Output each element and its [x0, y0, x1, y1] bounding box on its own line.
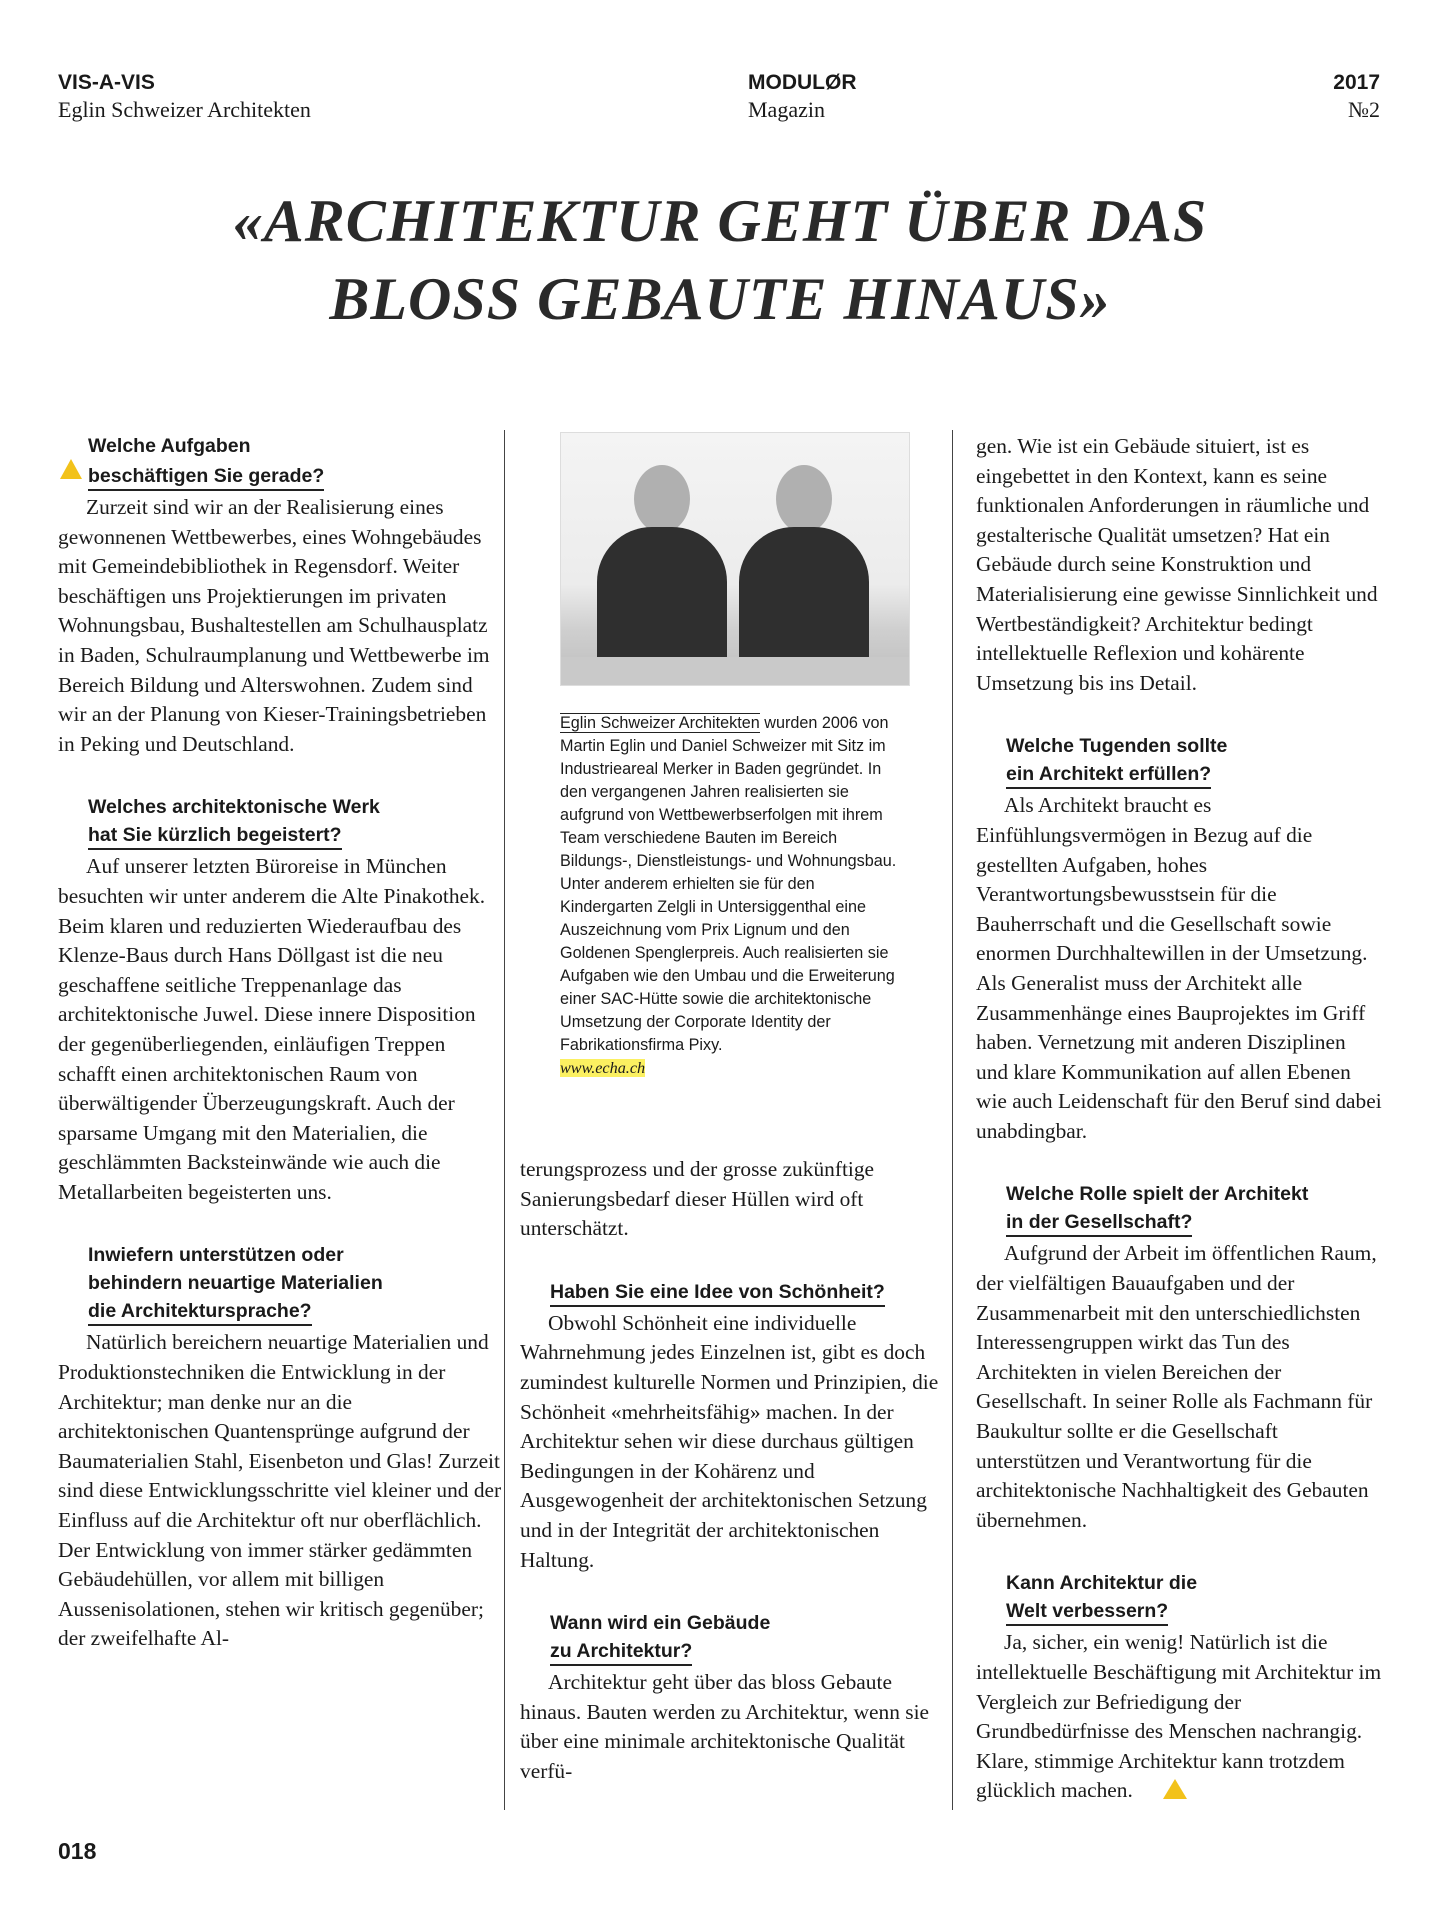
- issue-year: 2017: [1333, 71, 1380, 94]
- question-6: [976, 732, 1382, 789]
- article-title: [0, 182, 1440, 338]
- question-3-line-2: behindern neuartige Materialien: [88, 1272, 383, 1295]
- title-line-1: «ARCHITEKTUR GEHT ÜBER DAS: [232, 188, 1208, 254]
- profile-caption: [560, 712, 910, 1080]
- yellow-triangle-icon: [60, 437, 82, 479]
- question-2-line-1: Welches architektonische Werk: [88, 796, 380, 819]
- question-3-line-1: Inwiefern unterstützen oder: [88, 1244, 344, 1267]
- question-5: [520, 1609, 948, 1666]
- caption-text: wurden 2006 von Martin Eglin und Daniel Schweizer mit Sitz im Industrieareal Merker in Baden gegründet. In den vergangenen Jahren realisierten sie aufgrund von Wettbewerbserfolgen mit ihrem Team verschiedene Bauten im Bereich Bildungs-, Dienstleistungs- und Wohnungsbau. Unter anderem erhielten sie für den Kindergarten Zelgli in Untersiggenthal eine Auszeichnung vom Prix Lignum und den Goldenen Spenglerpreis. Auch realisierten sie Aufgaben wie den Umbau und die Erweiterung einer SAC-Hütte sowie die architektonische Umsetzung der Corporate Identity der Fabrikationsfirma Pixy.: [560, 714, 897, 1054]
- answer-6: Als Architekt braucht es Einfühlungsvermögen in Bezug auf die gestellten Aufgaben, hohes Verantwortungsbewusstsein für die Bauherrschaft und die Gesellschaft sowie enormen Durchhaltewillen in der Umsetzung. Als Generalist muss der Architekt alle Zusammenhänge eines Bauprojektes im Griff haben. Vernetzung mit anderen Disziplinen und klare Kommunikation auf allen Ebenen wie auch Leidenschaft für den Beruf sind dabei unabdingbar.: [976, 793, 1382, 1143]
- answer-1: Zurzeit sind wir an der Realisierung eines gewonnenen Wettbewerbes, eines Wohngebäudes mit Gemeindebibliothek in Regensdorf. Weiter beschäftigen uns Projektierungen im privaten Wohnungsbau, Bushaltestellen am Schulhausplatz in Baden, Schulraumplanung und Wettbewerbe im Bereich Bildung und Alterswohnen. Zudem sind wir an der Planung von Kieser-Trainingsbetrieben in Peking und Deutschland.: [58, 495, 490, 756]
- table-surface: [561, 657, 909, 685]
- question-6-line-2: ein Architekt erfüllen?: [1006, 761, 1211, 789]
- magazine-name: MODULØR: [748, 71, 857, 94]
- question-7-line-2: in der Gesellschaft?: [1006, 1209, 1192, 1237]
- section-label: VIS-A-VIS: [58, 71, 155, 94]
- answer-5-continued: gen. Wie ist ein Gebäude situiert, ist es eingebettet in den Kontext, kann es seine funktionalen Anforderungen in räumliche und gestalterische Qualität umsetzen? Hat ein Gebäude durch seine Konstruktion und Materialisierung eine gewisse Sinnlichkeit und Wertbeständigkeit? Architektur bedingt intellektuelle Reflexion und kohärente Umsetzung bis ins Detail.: [976, 434, 1378, 695]
- answer-3-continued: terungsprozess und der grosse zukünftige Sanierungsbedarf dieser Hüllen wird oft unterschätzt.: [520, 1157, 875, 1241]
- answer-2: Auf unserer letzten Büroreise in München besuchten wir unter anderem die Alte Pinakothek. Beim klaren und reduzierten Wiederaufbau des Klenze-Baus durch Hans Döllgast ist die neu geschaffene seitliche Treppenanlage das architektonische Juwel. Diese innere Disposition der gegenüberliegenden, einläufigen Treppen schafft einen architektonischen Raum von überwältigender Überzeugungskraft. Auch der sparsame Umgang mit den Materialien, die geschlämmten Backsteinwände wie auch die Metallarbeiten begeisterten uns.: [58, 854, 486, 1204]
- column-3: [976, 432, 1382, 1806]
- question-1-line-2: beschäftigen Sie gerade?: [88, 463, 324, 491]
- question-2-line-2: hat Sie kürzlich begeistert?: [88, 822, 342, 850]
- question-8-line-2: Welt verbessern?: [1006, 1598, 1168, 1626]
- column-divider-1: [504, 430, 505, 1810]
- answer-4: Obwohl Schönheit eine individuelle Wahrnehmung jedes Einzelnen ist, gibt es doch zumindest kulturelle Normen und Prinzipien, die Schönheit «mehrheitsfähig» machen. In der Architektur sehen wir diese durchaus gültigen Bedingungen in der Kohärenz und Ausgewogenheit der architektonischen Setzung und in der Integrität der architektonischen Haltung.: [520, 1310, 939, 1572]
- header-center: [748, 70, 857, 123]
- question-7-line-1: Welche Rolle spielt der Architekt: [1006, 1183, 1309, 1206]
- question-4: [520, 1278, 948, 1307]
- column-divider-2: [952, 430, 953, 1810]
- question-5-line-1: Wann wird ein Gebäude: [550, 1612, 771, 1635]
- person-right: [739, 465, 869, 665]
- answer-5: Architektur geht über das bloss Gebaute hinaus. Bauten werden zu Architektur, wenn sie über eine minimale architektonische Qualität verfü-: [520, 1670, 930, 1783]
- magazine-label: Magazin: [748, 97, 825, 122]
- header-left: [58, 70, 311, 123]
- question-8: [976, 1569, 1382, 1626]
- question-4-line-1: Haben Sie eine Idee von Schönheit?: [550, 1279, 885, 1307]
- profile-box: [560, 432, 910, 1080]
- website-link[interactable]: www.echa.ch: [560, 1059, 646, 1077]
- question-3: [58, 1241, 504, 1326]
- question-8-line-1: Kann Architektur die: [1006, 1572, 1198, 1595]
- header-right: [1333, 70, 1380, 123]
- question-6-line-1: Welche Tugenden sollte: [1006, 735, 1228, 758]
- caption-firm-name: Eglin Schweizer Architekten: [560, 714, 760, 732]
- column-1: [58, 432, 504, 1654]
- question-7: [976, 1180, 1382, 1237]
- end-triangle-icon: [1163, 1779, 1187, 1799]
- answer-3: Natürlich bereichern neuartige Materialien und Produktionstechniken die Entwicklung in der Architektur; man denke nur an die architektonischen Quantensprünge aufgrund der Baumaterialien Stahl, Eisenbeton und Glas! Zurzeit sind diese Entwicklungsschritte viel kleiner und der Einfluss auf die Architektur oft nur oberflächlich. Der Entwicklung von immer stärker gedämmten Gebäudehüllen, vor allem mit billigen Aussenisolationen, stehen wir kritisch gegenüber; der zweifelhafte Al-: [58, 1330, 502, 1651]
- section-subtitle: Eglin Schweizer Architekten: [58, 97, 311, 122]
- architects-photo: [560, 432, 910, 686]
- issue-number: №2: [1348, 97, 1380, 122]
- answer-7: Aufgrund der Arbeit im öffentlichen Raum, der vielfältigen Bauaufgaben und der Zusammenarbeit mit den unterschiedlichsten Interessengruppen wirkt das Tun des Architekten in vielen Bereichen der Gesellschaft. In seiner Rolle als Fachmann für Baukultur sollte er die Gesellschaft unterstützen und Verantwortung für die architektonische Nachhaltigkeit des Gebauten übernehmen.: [976, 1241, 1377, 1532]
- question-1: [58, 432, 504, 491]
- question-3-line-3: die Architektursprache?: [88, 1298, 312, 1326]
- question-2: [58, 793, 504, 850]
- page-number: 018: [58, 1838, 97, 1864]
- question-1-line-1: Welche Aufgaben: [88, 435, 251, 457]
- column-2: [520, 1155, 948, 1787]
- question-5-line-2: zu Architektur?: [550, 1638, 692, 1666]
- title-line-2: BLOSS GEBAUTE HINAUS»: [329, 266, 1111, 332]
- person-left: [597, 465, 727, 665]
- answer-8: [976, 1628, 1382, 1806]
- answer-8-text: Ja, sicher, ein wenig! Natürlich ist die intellektuelle Beschäftigung mit Architektur im Vergleich zur Befriedigung der Grundbedürfnisse des Menschen nachrangig. Klare, stimmige Architektur kann trotzdem glücklich machen.: [976, 1630, 1382, 1803]
